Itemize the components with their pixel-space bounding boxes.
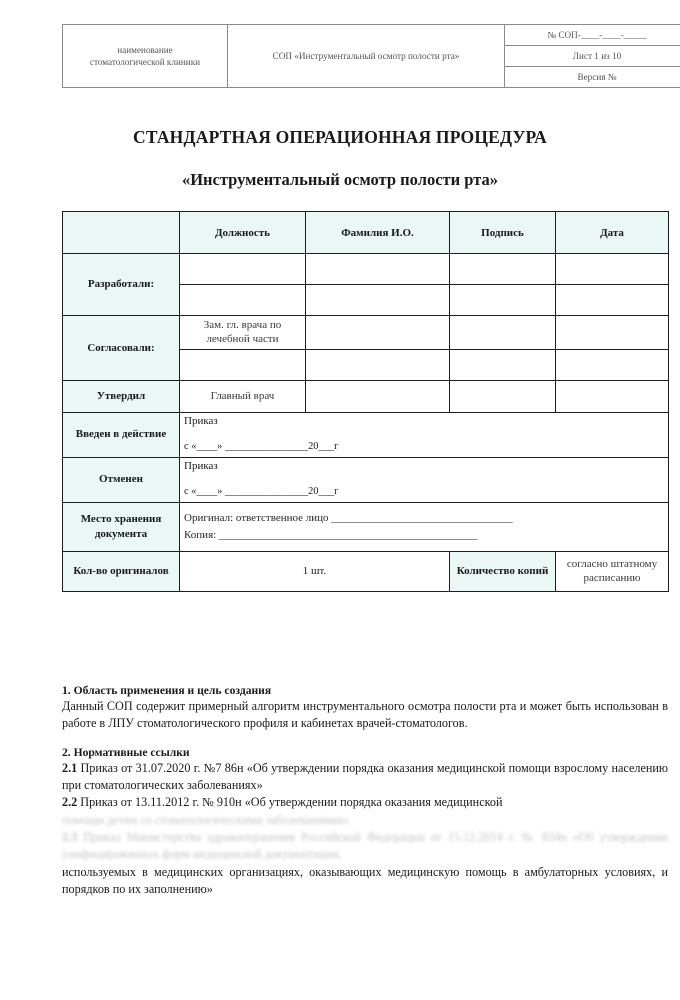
column-header-signature: Подпись: [450, 212, 556, 254]
cell-storage-location[interactable]: [180, 502, 669, 551]
row-label-approved-by: Утвердил: [63, 380, 180, 412]
cell-copies-value[interactable]: согласно штатному расписанию: [556, 551, 669, 591]
reference-text: Приказ от 31.07.2020 г. №7 86н «Об утверждении порядка оказания медицинской помощи взрослому населению при стоматологических заболеваниях»: [62, 760, 668, 792]
row-label-storage-location: Место хранения документа: [63, 502, 180, 551]
cell-date[interactable]: [556, 380, 669, 412]
section-references: [62, 746, 668, 899]
table-row-originals: [63, 551, 669, 591]
storage-copy-line: Копия: _______________________________________________: [184, 528, 478, 541]
table-row: [63, 380, 669, 412]
table-row-enacted: [63, 412, 669, 457]
cell-name[interactable]: [306, 254, 450, 285]
reference-item-faded: [62, 812, 668, 829]
cell-enacted-order[interactable]: [180, 412, 669, 457]
cell-name[interactable]: [306, 349, 450, 380]
reference-item: [62, 864, 668, 899]
table-row: [63, 254, 669, 285]
approval-table: [62, 211, 669, 592]
section-1-paragraph: Данный СОП содержит примерный алгоритм инструментального осмотра полости рта и может быть использован в работе в ЛПУ стоматологического профиля и кабинетах врачей-стоматологов.: [62, 699, 668, 731]
reference-number: 2.1: [62, 760, 78, 775]
cell-name[interactable]: [306, 285, 450, 316]
cell-date[interactable]: [556, 285, 669, 316]
enacted-date-line: с «____» ________________20___г: [184, 440, 339, 452]
cell-position[interactable]: [180, 254, 306, 285]
reference-text: Приказ Министерства здравоохранения Российской Федерации от 15.12.2014 г. № 834н «Об утверждении унифицированных форм медицинской документации,: [62, 829, 668, 862]
document-header-table: [62, 24, 680, 88]
cancelled-date-line: с «____» ________________20___г: [184, 485, 339, 497]
clinic-name-line1: наименование: [117, 44, 173, 55]
page-title: СТАНДАРТНАЯ ОПЕРАЦИОННАЯ ПРОЦЕДУРА: [133, 127, 547, 147]
cell-name[interactable]: [306, 316, 450, 350]
row-label-copies-count: Количество копий: [450, 551, 556, 591]
column-header-name: Фамилия И.О.: [306, 212, 450, 254]
row-label-developed-by: Разработали:: [63, 254, 180, 316]
cell-position[interactable]: [180, 285, 306, 316]
reference-item: [62, 760, 668, 795]
section-1-heading: 1. Область применения и цель создания: [62, 684, 272, 697]
clinic-name-cell: [63, 25, 228, 88]
reference-text: Приказ от 13.11.2012 г. № 910н «Об утверждении порядка оказания медицинской: [80, 795, 503, 810]
cell-position[interactable]: Главный врач: [180, 380, 306, 412]
cell-date[interactable]: [556, 316, 669, 350]
reference-item-faded: [62, 829, 668, 864]
corner-cell: [63, 212, 180, 254]
column-header-date: Дата: [556, 212, 669, 254]
column-header-position: Должность: [180, 212, 306, 254]
cancelled-order-word: Приказ: [184, 460, 218, 473]
reference-number: 2.2: [62, 795, 78, 810]
cell-signature[interactable]: [450, 316, 556, 350]
version-cell: Версия №: [505, 67, 680, 88]
cell-position[interactable]: [180, 349, 306, 380]
cell-name[interactable]: [306, 380, 450, 412]
section-2-heading: 2. Нормативные ссылки: [62, 745, 190, 759]
cell-date[interactable]: [556, 254, 669, 285]
reference-text: используемых в медицинских организациях, оказывающих медицинскую помощь в амбулаторных условиях, и порядков по их заполнению»: [62, 864, 668, 896]
cell-originals-value[interactable]: 1 шт.: [180, 551, 450, 591]
storage-original-line: Оригинал: ответственное лицо _________________________________: [184, 511, 513, 524]
cell-position[interactable]: Зам. гл. врача по лечебной части: [180, 316, 306, 350]
clinic-name-line2: стоматологической клиники: [89, 57, 201, 67]
enacted-order-word: Приказ: [184, 415, 218, 428]
sop-title-cell: СОП «Инструментальный осмотр полости рта»: [228, 25, 505, 88]
page-subtitle: «Инструментальный осмотр полости рта»: [181, 170, 499, 189]
reference-item: [62, 794, 668, 811]
cell-signature[interactable]: [450, 285, 556, 316]
header-row: [63, 25, 680, 46]
table-row: [63, 316, 669, 350]
table-header-row: [63, 212, 669, 254]
cell-signature[interactable]: [450, 349, 556, 380]
table-row-cancelled: [63, 457, 669, 502]
table-row-storage: [63, 502, 669, 551]
document-body: [62, 684, 668, 898]
section-scope: [62, 684, 668, 733]
cell-cancelled-order[interactable]: [180, 457, 669, 502]
row-label-agreed-by: Согласовали:: [63, 316, 180, 381]
row-label-cancelled: Отменен: [63, 457, 180, 502]
row-label-enacted: Введен в действие: [63, 412, 180, 457]
reference-text: помощи детям со стоматологическими заболеваниями»: [62, 812, 350, 827]
sop-number-cell: № СОП-____-____-_____: [505, 25, 680, 46]
row-label-originals-count: Кол-во оригиналов: [63, 551, 180, 591]
section-spacer: [62, 733, 668, 746]
cell-signature[interactable]: [450, 380, 556, 412]
sheet-number-cell: Лист 1 из 10: [505, 46, 680, 67]
reference-number: 2.3: [62, 829, 78, 844]
cell-date[interactable]: [556, 349, 669, 380]
cell-signature[interactable]: [450, 254, 556, 285]
